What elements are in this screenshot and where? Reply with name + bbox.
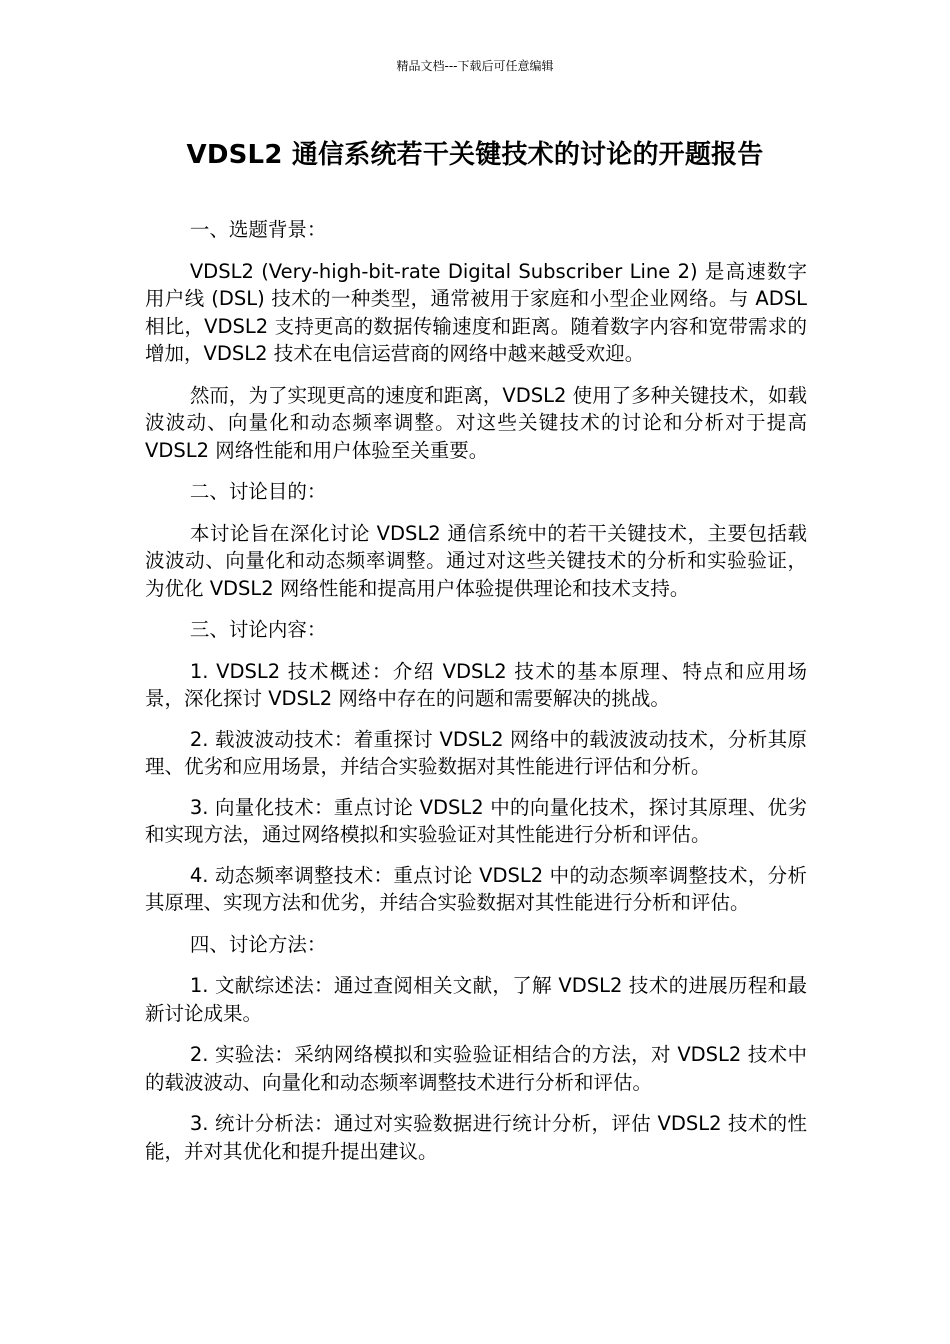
- content-item-4: 4. 动态频率调整技术：重点讨论 VDSL2 中的动态频率调整技术，分析其原理、实现方法和优劣，并结合实验数据对其性能进行分析和评估。: [145, 863, 807, 914]
- paragraph-purpose: 本讨论旨在深化讨论 VDSL2 通信系统中的若干关键技术，主要包括载波波动、向量化和动态频率调整。通过对这些关键技术的分析和实验验证，为优化 VDSL2 网络性能和提高用户体验提供理论和技术支持。: [145, 521, 807, 600]
- method-item-3: 3. 统计分析法：通过对实验数据进行统计分析，评估 VDSL2 技术的性能，并对其优化和提升提出建议。: [145, 1112, 807, 1163]
- content-item-2: 2. 载波波动技术：着重探讨 VDSL2 网络中的载波波动技术，分析其原理、优劣和应用场景，并结合实验数据对其性能进行评估和分析。: [145, 727, 807, 778]
- section-heading-method: 四、讨论方法：: [189, 932, 327, 956]
- content-item-3: 3. 向量化技术：重点讨论 VDSL2 中的向量化技术，探讨其原理、优劣和实现方法，通过网络模拟和实验验证对其性能进行分析和评估。: [145, 795, 807, 846]
- section-heading-background: 一、选题背景：: [189, 218, 327, 241]
- paragraph-background-2: 然而，为了实现更高的速度和距离，VDSL2 使用了多种关键技术，如载波波动、向量化和动态频率调整。对这些关键技术的讨论和分析对于提高 VDSL2 网络性能和用户体验至关重要。: [145, 383, 807, 462]
- document-title: VDSL2 通信系统若干关键技术的讨论的开题报告: [186, 140, 764, 170]
- page-header: 精品文档---下载后可任意编辑: [396, 59, 554, 73]
- section-heading-content: 三、讨论内容：: [189, 618, 327, 641]
- method-item-2: 2. 实验法：采纳网络模拟和实验验证相结合的方法，对 VDSL2 技术中的载波波动、向量化和动态频率调整技术进行分析和评估。: [145, 1043, 807, 1094]
- method-item-1: 1. 文献综述法：通过查阅相关文献，了解 VDSL2 技术的进展历程和最新讨论成果。: [145, 974, 807, 1025]
- paragraph-background-1: VDSL2 (Very-high-bit-rate Digital Subscriber Line 2) 是高速数字用户线 (DSL) 技术的一种类型，通常被用于家庭和小型企业网络。与 ADSL 相比，VDSL2 支持更高的数据传输速度和距离。随着数字内容和宽带需求的增加，VDSL2 技术在电信运营商的网络中越来越受欢迎。: [145, 259, 807, 365]
- section-heading-purpose: 二、讨论目的：: [189, 480, 327, 503]
- document-body: [145, 216, 807, 1179]
- content-item-1: 1. VDSL2 技术概述：介绍 VDSL2 技术的基本原理、特点和应用场景，深化探讨 VDSL2 网络中存在的问题和需要解决的挑战。: [145, 659, 807, 710]
